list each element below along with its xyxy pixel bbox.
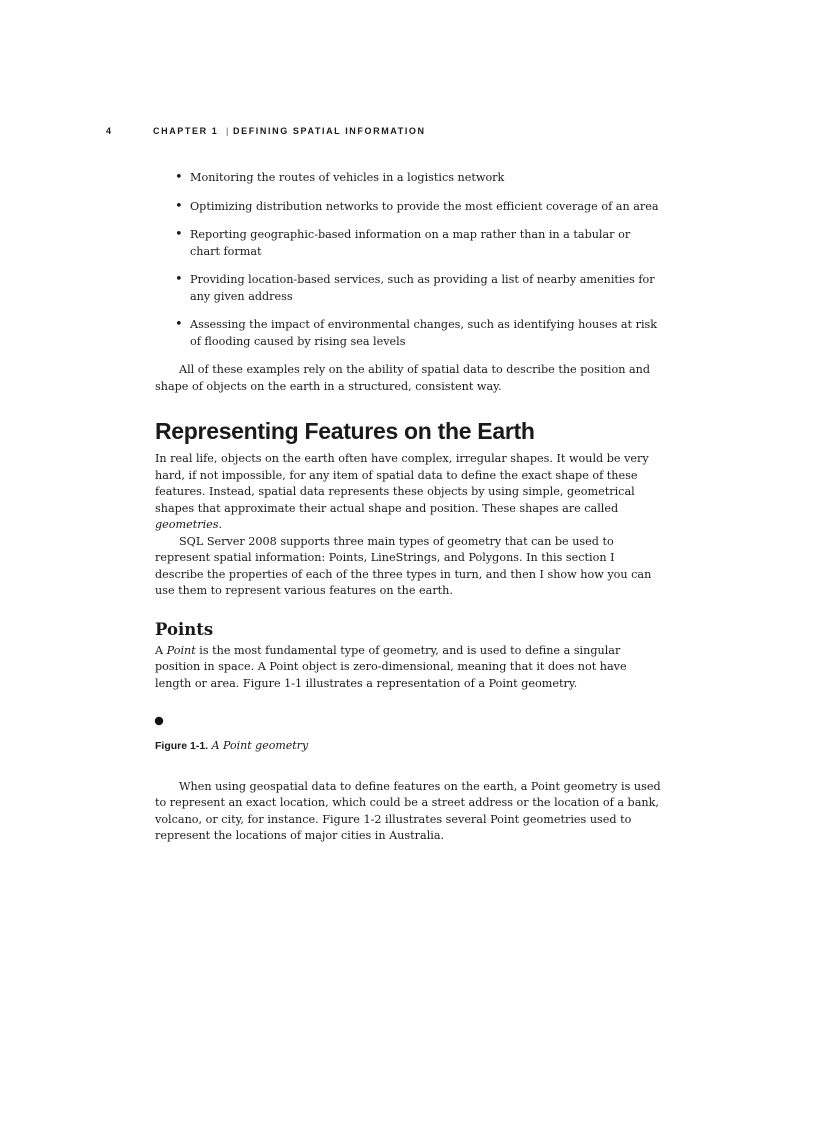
chapter-label: CHAPTER 1 <box>153 126 219 136</box>
bullet-item: • Reporting geographic-based information on a map rather than in a tabular or chart format <box>175 227 661 260</box>
bullet-list <box>155 170 661 350</box>
section-paragraph-1-end: . <box>218 518 223 531</box>
figure-label: Figure 1-1. <box>155 740 209 752</box>
point-term: Point <box>166 643 196 657</box>
geometries-term: geometries <box>155 518 219 531</box>
section-paragraph-2: SQL Server 2008 supports three main types of geometry that can be used to represent spatial information: Points, LineStrings, and Polygons. In this section I describe the properties of each of the three types in turn, and then I show how you can use them to represent various features on the earth. <box>155 534 652 597</box>
bullet-item: • Monitoring the routes of vehicles in a logistics network <box>175 170 661 187</box>
points-paragraph <box>155 643 661 693</box>
figure-1-1 <box>155 714 661 755</box>
chapter-title: DEFINING SPATIAL INFORMATION <box>233 126 426 136</box>
page-number: 4 <box>106 126 113 136</box>
section-paragraph-1-text: In real life, objects on the earth often have complex, irregular shapes. It would be very hard, if not impossible, for any item of spatial data to define the exact shape of these features. Instead, spatial data represents these objects by using simple, geometrical shapes that approximate their actual shape and position. These shapes are called <box>155 452 649 515</box>
points-paragraph-start: A <box>155 643 167 657</box>
bullet-item: • Assessing the impact of environmental changes, such as identifying houses at risk of flooding caused by rising sea levels <box>175 317 661 350</box>
points-paragraph-text: is the most fundamental type of geometry, and is used to define a singular position in space. A Point object is zero-dimensional, meaning that it does not have length or area. Figure 1-1 illustrates a representation of a Point geometry. <box>155 643 627 690</box>
figure-caption <box>155 738 661 755</box>
figure-title: A Point geometry <box>211 739 309 752</box>
header-separator: | <box>226 126 230 136</box>
bullet-item: • Optimizing distribution networks to provide the most efficient coverage of an area <box>175 199 661 216</box>
page-body <box>155 170 661 845</box>
closing-paragraph: When using geospatial data to define features on the earth, a Point geometry is used to represent an exact location, which could be a street address or the location of a bank, volcano, or city, for instance. Figure 1-2 illustrates several Point geometries used to represent the locations of major cities in Australia. <box>155 779 661 842</box>
point-geometry-figure <box>153 714 167 728</box>
points-heading: Points <box>155 619 214 639</box>
running-header <box>0 126 816 140</box>
bullet-item: • Providing location-based services, such as providing a list of nearby amenities for any given address <box>175 272 661 305</box>
section-paragraph-1 <box>155 451 661 534</box>
section-heading: Representing Features on the Earth <box>155 418 535 444</box>
point-marker <box>155 717 163 725</box>
intro-paragraph: All of these examples rely on the ability of spatial data to describe the position and shape of objects on the earth in a structured, consistent way. <box>155 363 651 393</box>
